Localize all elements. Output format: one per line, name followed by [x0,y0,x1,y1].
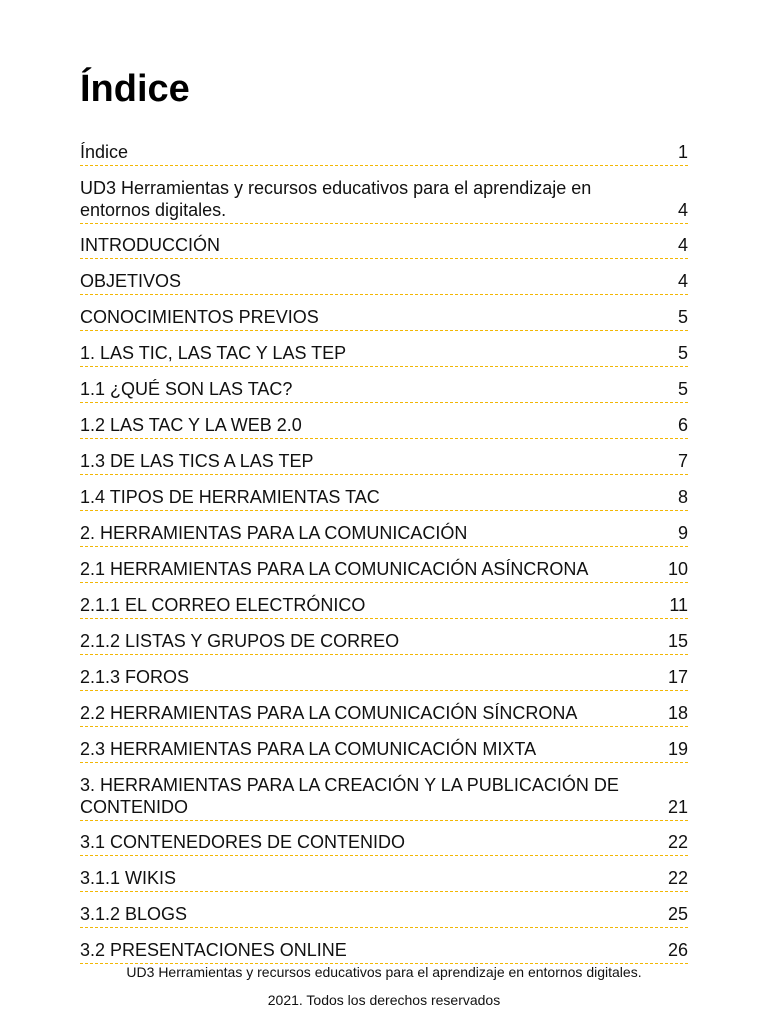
toc-entry-objetivos[interactable] [80,269,688,295]
footer-document-title: UD3 Herramientas y recursos educativos para el aprendizaje en entornos digitales. [126,964,642,980]
toc-entry-section-1-3[interactable] [80,449,688,475]
toc-entry-conocimientos-previos[interactable] [80,305,688,331]
toc-entry-page: 4 [677,200,688,220]
toc-entry-label: 3.1 CONTENEDORES DE CONTENIDO [80,832,406,852]
toc-entry-page: 4 [677,235,688,255]
toc-entry-section-2[interactable] [80,521,688,547]
toc-entry-label: CONOCIMIENTOS PREVIOS [80,307,319,327]
toc-entry-label: INTRODUCCIÓN [80,235,220,255]
toc-entry-page: 21 [667,797,688,817]
toc-entry-section-3-1-2[interactable] [80,902,688,928]
toc-entry-page: 7 [677,451,688,471]
toc-entry-page: 4 [677,271,688,291]
toc-entry-label: 1.1 ¿QUÉ SON LAS TAC? [80,379,293,399]
toc-entry-section-3-1[interactable] [80,830,688,856]
toc-entry-page: 18 [667,703,688,723]
toc-entry-page: 5 [677,379,688,399]
toc-entry-label: UD3 Herramientas y recursos educativos para el aprendizaje en entornos digitales. [80,178,592,220]
table-of-contents [80,140,688,974]
toc-entry-section-1-1[interactable] [80,377,688,403]
toc-entry-section-3-1-1[interactable] [80,866,688,892]
toc-entry-label: 1.3 DE LAS TICS A LAS TEP [80,451,314,471]
page-footer [0,958,768,1014]
toc-entry-page: 11 [669,595,688,615]
toc-entry-section-1-4[interactable] [80,485,688,511]
toc-entry-page: 22 [667,832,688,852]
toc-entry-label: 2.1 HERRAMIENTAS PARA LA COMUNICACIÓN ASÍNCRONA [80,559,589,579]
toc-entry-section-1-2[interactable] [80,413,688,439]
toc-entry-page: 6 [677,415,688,435]
toc-entry-page: 22 [667,868,688,888]
toc-entry-label: OBJETIVOS [80,271,182,291]
toc-entry-label: 1.2 LAS TAC Y LA WEB 2.0 [80,415,302,435]
toc-entry-page: 25 [667,904,688,924]
toc-entry-section-2-1-1[interactable] [80,593,688,619]
toc-entry-section-2-1[interactable] [80,557,688,583]
toc-entry-page: 26 [667,940,688,960]
toc-entry-label: 3.2 PRESENTACIONES ONLINE [80,940,347,960]
toc-entry-introduccion[interactable] [80,233,688,259]
toc-entry-indice[interactable] [80,140,688,166]
toc-entry-page: 10 [667,559,688,579]
toc-entry-page: 5 [677,307,688,327]
toc-entry-section-3[interactable] [80,773,688,821]
toc-entry-label: 2.1.3 FOROS [80,667,190,687]
toc-entry-page: 17 [667,667,688,687]
toc-entry-section-2-1-2[interactable] [80,629,688,655]
toc-entry-section-2-1-3[interactable] [80,665,688,691]
page-title: Índice [80,68,190,110]
footer-copyright: 2021. Todos los derechos reservados [267,992,501,1008]
toc-entry-ud3[interactable] [80,176,688,224]
toc-entry-label: 1. LAS TIC, LAS TAC Y LAS TEP [80,343,347,363]
toc-entry-label: 3.1.1 WIKIS [80,868,177,888]
toc-entry-label: 2.1.1 EL CORREO ELECTRÓNICO [80,595,366,615]
toc-entry-label: Índice [80,142,129,162]
toc-entry-section-2-3[interactable] [80,737,688,763]
toc-entry-page: 15 [667,631,688,651]
toc-entry-label: 1.4 TIPOS DE HERRAMIENTAS TAC [80,487,380,507]
toc-entry-section-2-2[interactable] [80,701,688,727]
toc-entry-page: 8 [677,487,688,507]
toc-entry-label: 2.3 HERRAMIENTAS PARA LA COMUNICACIÓN MIXTA [80,739,537,759]
toc-entry-page: 19 [667,739,688,759]
toc-entry-label: 2.1.2 LISTAS Y GRUPOS DE CORREO [80,631,400,651]
toc-entry-page: 1 [677,142,688,162]
toc-entry-label: 3.1.2 BLOGS [80,904,188,924]
toc-entry-label: 2.2 HERRAMIENTAS PARA LA COMUNICACIÓN SÍNCRONA [80,703,578,723]
toc-entry-label: 2. HERRAMIENTAS PARA LA COMUNICACIÓN [80,523,468,543]
toc-entry-label: 3. HERRAMIENTAS PARA LA CREACIÓN Y LA PUBLICACIÓN DE CONTENIDO [80,775,619,817]
toc-entry-page: 9 [677,523,688,543]
toc-entry-section-1[interactable] [80,341,688,367]
toc-entry-page: 5 [677,343,688,363]
